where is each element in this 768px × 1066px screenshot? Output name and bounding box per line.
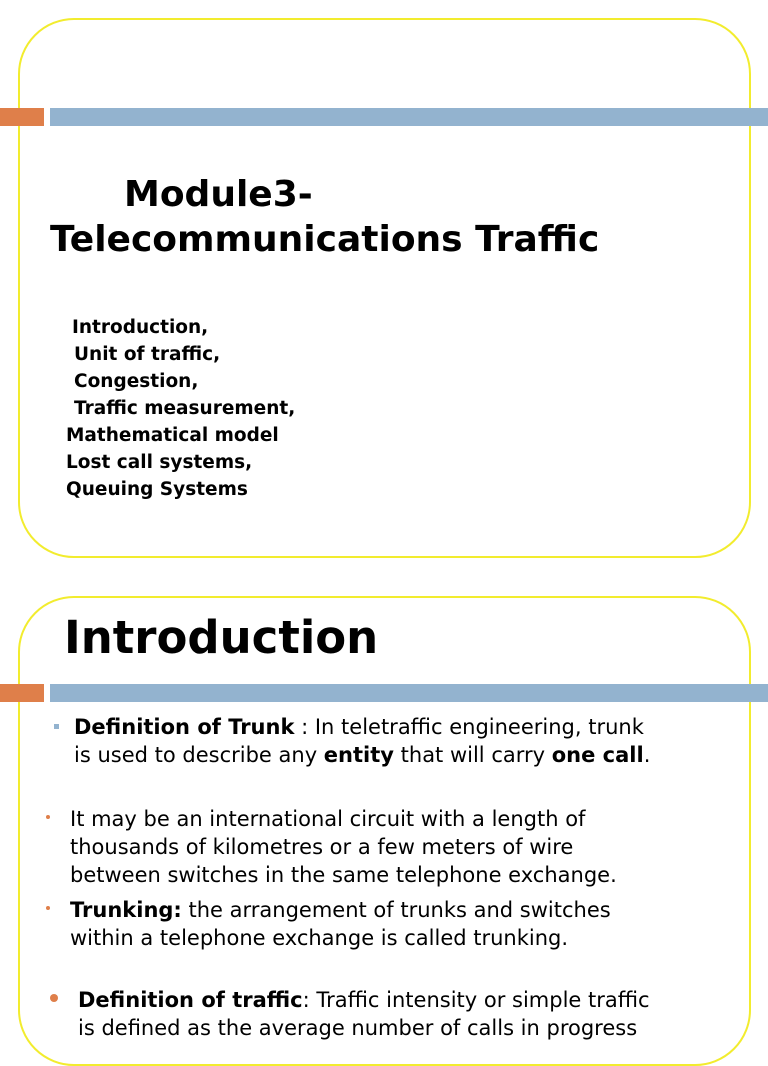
text: thousands of kilometres or a few meters of wire — [70, 835, 574, 859]
accent-bar-orange — [0, 108, 44, 126]
text: is defined as the average number of calls in progress — [78, 1016, 638, 1040]
bullet-circuit — [70, 805, 617, 889]
text: : In teletraffic engineering, trunk — [294, 715, 644, 739]
slide-title: Introduction — [64, 611, 379, 664]
square-bullet-icon — [54, 724, 59, 729]
text: . — [643, 743, 651, 767]
term: Trunking: — [70, 898, 182, 922]
topic-item: Mathematical model — [66, 425, 279, 446]
dot-bullet-icon — [46, 815, 50, 819]
topic-item: Queuing Systems — [66, 479, 248, 500]
title-line-1: Module3- — [124, 174, 313, 215]
topic-item: Traffic measurement, — [74, 398, 296, 419]
bullet-traffic-definition — [78, 986, 650, 1042]
dot-bullet-icon — [46, 906, 50, 910]
text: : Traffic intensity or simple traffic — [302, 988, 650, 1012]
text: It may be an international circuit with a length of — [70, 807, 586, 831]
accent-bar-orange — [0, 684, 44, 702]
text: is used to describe any — [74, 743, 324, 767]
slide-title — [50, 172, 599, 262]
term: one call — [551, 743, 644, 767]
term: Definition of traffic — [78, 988, 303, 1012]
dot-bullet-icon — [50, 994, 58, 1002]
text: within a telephone exchange is called trunking. — [70, 926, 569, 950]
topic-item: Unit of traffic, — [74, 344, 221, 365]
slide-2 — [0, 590, 768, 1040]
title-line-2: Telecommunications Traffic — [50, 219, 600, 260]
accent-bar-blue — [50, 108, 768, 126]
text: between switches in the same telephone exchange. — [70, 863, 617, 887]
topic-item: Congestion, — [74, 371, 199, 392]
text: the arrangement of trunks and switches — [181, 898, 611, 922]
term: entity — [323, 743, 394, 767]
topic-item: Introduction, — [72, 317, 209, 338]
bullet-trunking — [70, 896, 611, 952]
bullet-trunk-definition — [74, 713, 650, 769]
term: Definition of Trunk — [74, 715, 295, 739]
topic-item: Lost call systems, — [66, 452, 253, 473]
text: that will carry — [393, 743, 552, 767]
accent-bar-blue — [50, 684, 768, 702]
topic-list — [66, 314, 295, 503]
